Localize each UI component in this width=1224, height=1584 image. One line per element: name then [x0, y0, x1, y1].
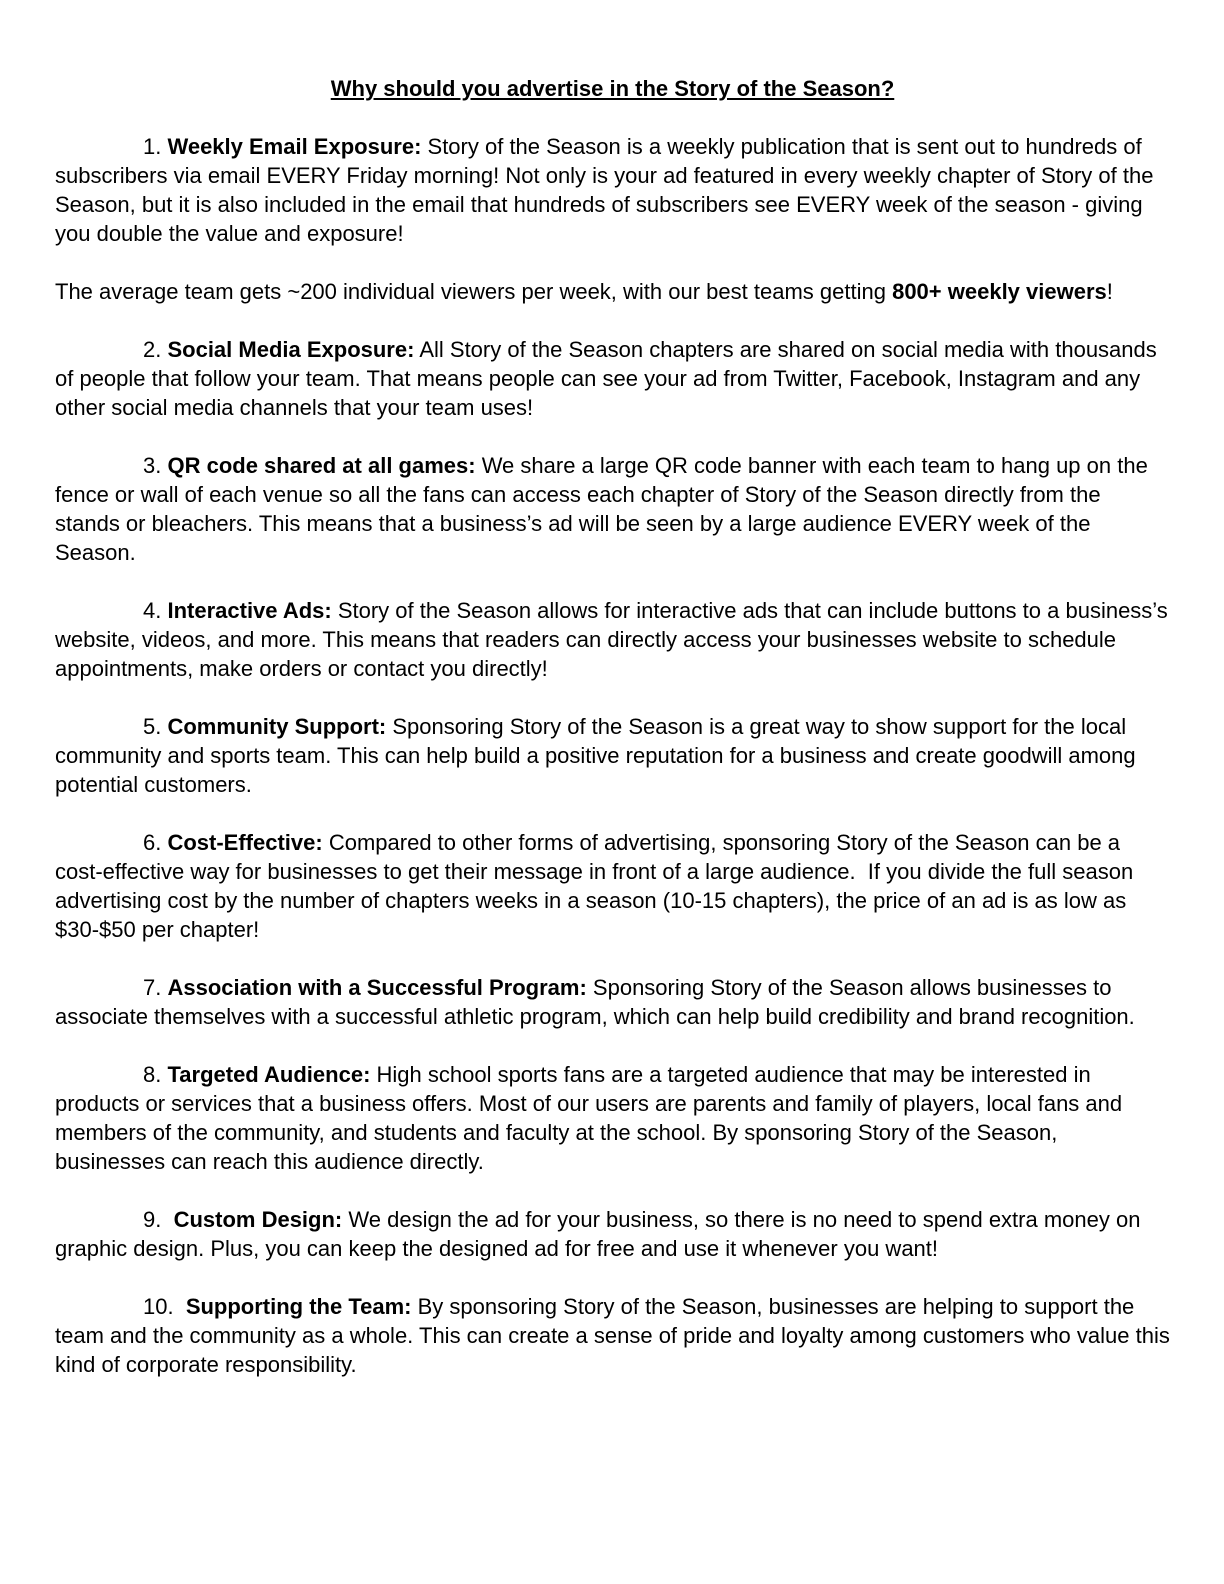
- list-item-7: [55, 973, 1170, 1031]
- item-text: Compared to other forms of advertising, sponsoring Story of the Season can be a cost-effective way for businesses to get their message in front of a large audience. If you divide the full season advertising cost by the number of chapters weeks in a season (10-15 chapters), the price of an ad is as low as $30-$50 per chapter!: [55, 830, 1140, 942]
- item-number: 5.: [143, 714, 168, 739]
- note-text-post: !: [1106, 279, 1113, 304]
- note-text-bold: 800+ weekly viewers: [892, 279, 1107, 304]
- item-number: 4.: [143, 598, 168, 623]
- item-text: High school sports fans are a targeted audience that may be interested in products or services that a business offers. Most of our users are parents and family of players, local fans and members of the community, and students and faculty at the school. By sponsoring Story of the Season, businesses can reach this audience directly.: [55, 1062, 1129, 1174]
- list-item-10: [55, 1292, 1176, 1379]
- item-text: Story of the Season allows for interactive ads that can include buttons to a business’s website, videos, and more. This means that readers can directly access your businesses website to schedule appointments, make orders or contact you directly!: [55, 598, 1174, 681]
- list-item-9: [55, 1205, 1170, 1263]
- item-number: 9.: [143, 1207, 174, 1232]
- list-item-8: [55, 1060, 1170, 1176]
- item-text: All Story of the Season chapters are shared on social media with thousands of people that follow your team. That means people can see your ad from Twitter, Facebook, Instagram and any other social media channels that your team uses!: [55, 337, 1163, 420]
- item-number: 7.: [143, 975, 168, 1000]
- item-label: Interactive Ads:: [167, 598, 332, 623]
- item-label: Targeted Audience:: [167, 1062, 371, 1087]
- item-text: By sponsoring Story of the Season, businesses are helping to support the team and the community as a whole. This can create a sense of pride and loyalty among customers who value this kind of corporate responsibility.: [55, 1294, 1176, 1377]
- list-item-1: [55, 132, 1170, 248]
- item-text: Sponsoring Story of the Season is a great way to show support for the local community and sports team. This can help build a positive reputation for a business and create goodwill among potential customers.: [55, 714, 1142, 797]
- list-item-4: [55, 596, 1174, 683]
- item-number: 10.: [143, 1294, 186, 1319]
- list-item-5: [55, 712, 1170, 799]
- item-text: We share a large QR code banner with each team to hang up on the fence or wall of each venue so all the fans can access each chapter of Story of the Season directly from the stands or bleachers. This means that a business’s ad will be seen by a large audience EVERY week of the Season.: [55, 453, 1154, 565]
- item-label: QR code shared at all games:: [167, 453, 476, 478]
- item-number: 3.: [143, 453, 168, 478]
- item-number: 1.: [143, 134, 168, 159]
- item-label: Custom Design:: [173, 1207, 343, 1232]
- item-label: Association with a Successful Program:: [167, 975, 587, 1000]
- item-text: We design the ad for your business, so there is no need to spend extra money on graphic design. Plus, you can keep the designed ad for free and use it whenever you want!: [55, 1207, 1147, 1261]
- list-item-2: [55, 335, 1170, 422]
- item-number: 6.: [143, 830, 168, 855]
- page-title: Why should you advertise in the Story of the Season?: [330, 76, 895, 101]
- item-number: 8.: [143, 1062, 168, 1087]
- item-label: Cost-Effective:: [167, 830, 323, 855]
- item-label: Supporting the Team:: [185, 1294, 412, 1319]
- viewers-note: [55, 277, 1170, 306]
- list-item-6: [55, 828, 1170, 944]
- item-text: Sponsoring Story of the Season allows businesses to associate themselves with a successful athletic program, which can help build credibility and brand recognition.: [55, 975, 1135, 1029]
- item-label: Community Support:: [167, 714, 387, 739]
- list-item-3: [55, 451, 1170, 567]
- item-label: Social Media Exposure:: [167, 337, 415, 362]
- note-text-pre: The average team gets ~200 individual viewers per week, with our best teams getting: [55, 279, 893, 304]
- item-text: Story of the Season is a weekly publication that is sent out to hundreds of subscribers via email EVERY Friday morning! Not only is your ad featured in every weekly chapter of Story of the Season, but it is also included in the email that hundreds of subscribers see EVERY week of the season - giving you double the value and exposure!: [55, 134, 1160, 246]
- item-number: 2.: [143, 337, 168, 362]
- item-label: Weekly Email Exposure:: [167, 134, 422, 159]
